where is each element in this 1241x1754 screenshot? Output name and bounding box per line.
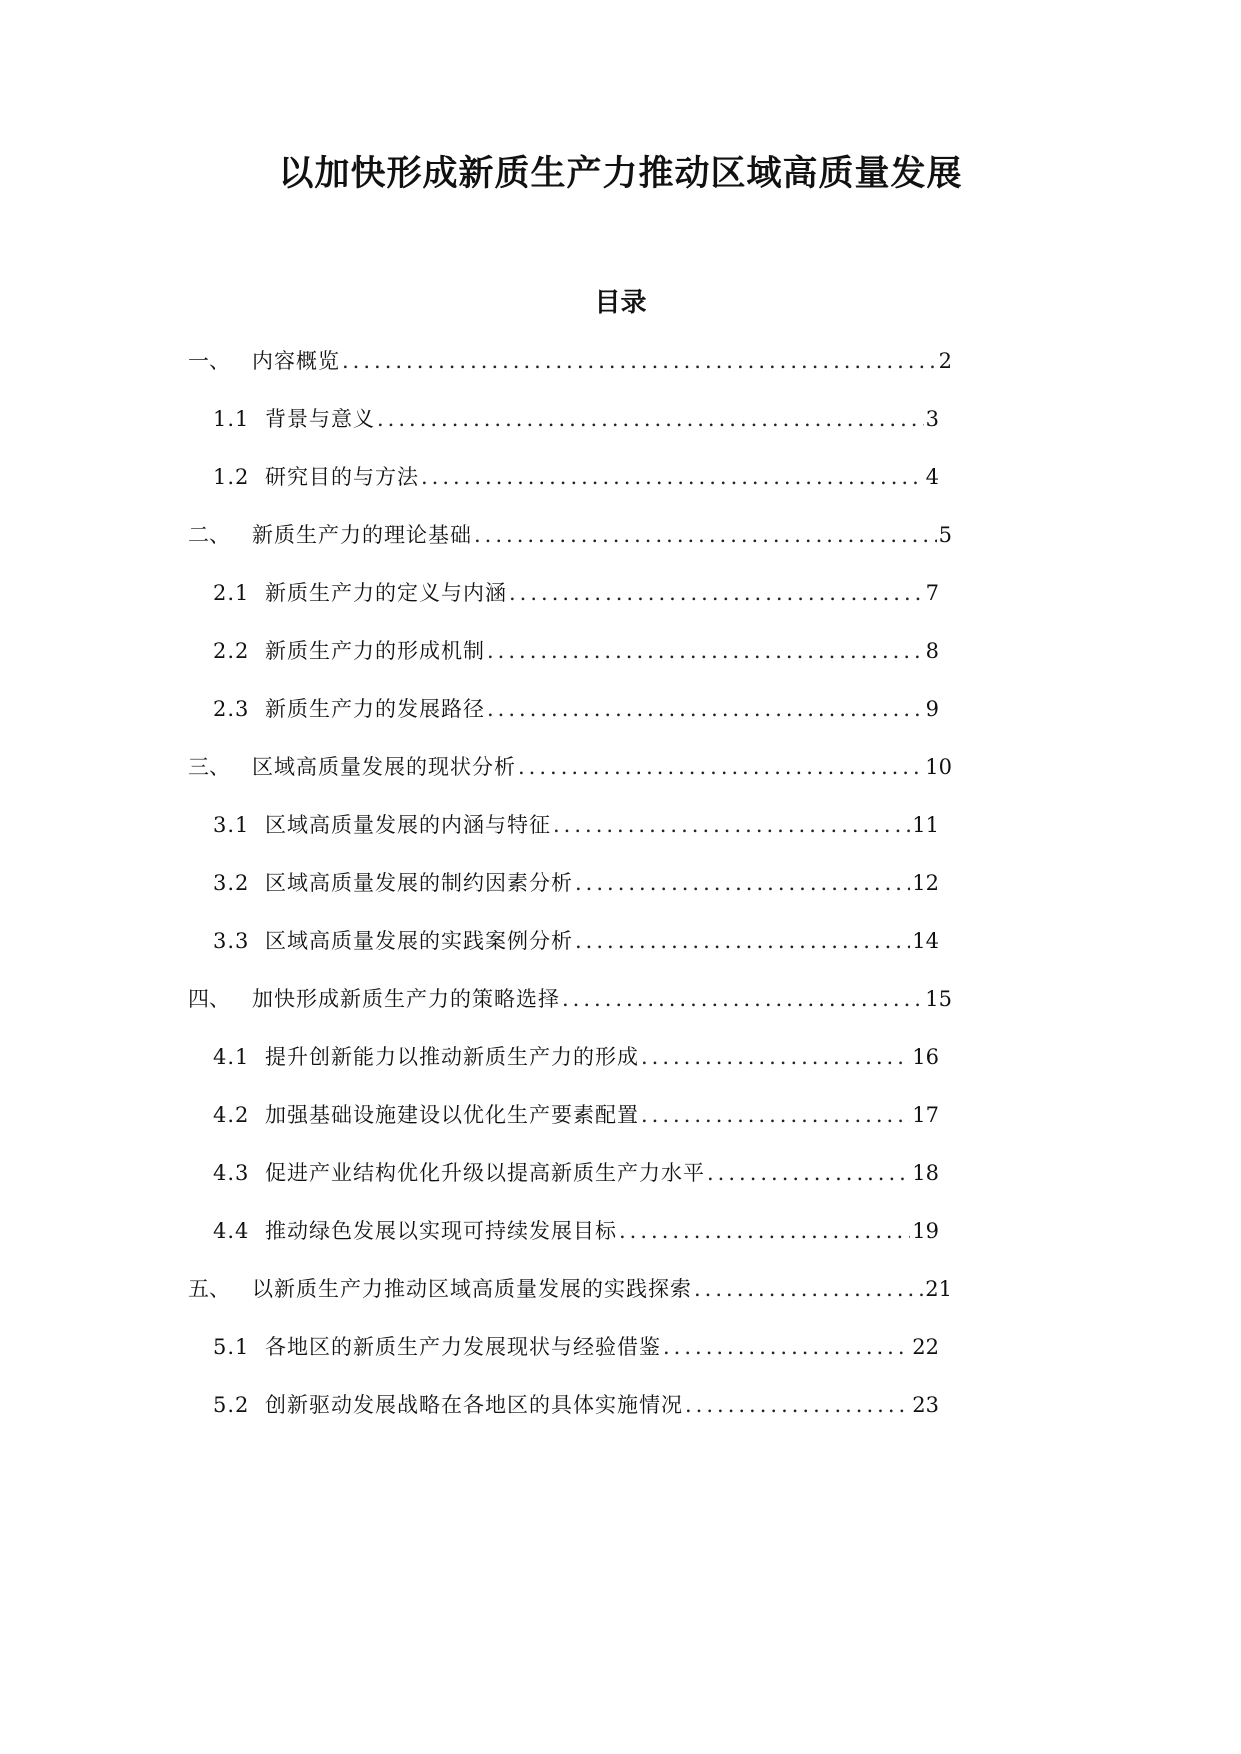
toc-entry-number: 3.1 <box>213 813 250 837</box>
toc-entry-page-number: 2 <box>938 349 952 373</box>
toc-leader-dots <box>377 403 924 435</box>
toc-entry-page-number: 4 <box>925 465 939 489</box>
toc-entry[interactable] <box>213 461 939 493</box>
toc-entry[interactable] <box>188 983 952 1015</box>
toc-entry-label: 创新驱动发展战略在各地区的具体实施情况 <box>265 1393 683 1417</box>
toc-entry-number: 4.2 <box>213 1103 250 1127</box>
toc-entry-number: 1.1 <box>213 407 250 431</box>
toc-entry[interactable] <box>213 867 939 899</box>
toc-entry-label: 提升创新能力以推动新质生产力的形成 <box>265 1045 639 1069</box>
toc-entry[interactable] <box>213 1041 939 1073</box>
toc-entry-label: 促进产业结构优化升级以提高新质生产力水平 <box>265 1161 705 1185</box>
toc-entry-label: 区域高质量发展的制约因素分析 <box>265 871 573 895</box>
toc-entry-number: 一、 <box>188 349 230 373</box>
toc-entry[interactable] <box>188 1273 952 1305</box>
toc-entry-page-number: 19 <box>912 1219 939 1243</box>
toc-entry-number: 三、 <box>188 755 230 779</box>
toc-entry[interactable] <box>213 925 939 957</box>
toc-entry-label: 加快形成新质生产力的策略选择 <box>252 987 560 1011</box>
toc-heading: 目录 <box>594 288 647 318</box>
toc-entry-page-number: 3 <box>925 407 939 431</box>
toc-entry-number: 4.3 <box>213 1161 250 1185</box>
toc-leader-dots <box>575 867 910 899</box>
toc-entry-label: 研究目的与方法 <box>265 465 419 489</box>
toc-entry-number: 4.4 <box>213 1219 250 1243</box>
toc-entry-label: 背景与意义 <box>265 407 375 431</box>
toc-entry-label: 区域高质量发展的内涵与特征 <box>265 813 551 837</box>
toc-entry[interactable] <box>213 1389 939 1421</box>
toc-entry-page-number: 5 <box>938 523 952 547</box>
toc-entry-number: 2.2 <box>213 639 250 663</box>
toc-entry-number: 3.3 <box>213 929 250 953</box>
toc-leader-dots <box>619 1215 910 1247</box>
toc-leader-dots <box>694 1273 923 1305</box>
toc-leader-dots <box>487 693 924 725</box>
toc-leader-dots <box>685 1389 910 1421</box>
toc-entry-page-number: 9 <box>925 697 939 721</box>
toc-entry-label: 新质生产力的定义与内涵 <box>265 581 507 605</box>
toc-entry-number: 4.1 <box>213 1045 250 1069</box>
toc-entry-label: 新质生产力的发展路径 <box>265 697 485 721</box>
toc-entry-label: 加强基础设施建设以优化生产要素配置 <box>265 1103 639 1127</box>
toc-entry[interactable] <box>213 1215 939 1247</box>
toc-entry-label: 区域高质量发展的实践案例分析 <box>265 929 573 953</box>
toc-entry-label: 以新质生产力推动区域高质量发展的实践探索 <box>252 1277 692 1301</box>
toc-entry[interactable] <box>213 403 939 435</box>
toc-leader-dots <box>707 1157 910 1189</box>
toc-leader-dots <box>553 809 910 841</box>
toc-entry-page-number: 23 <box>912 1393 939 1417</box>
toc-entry-number: 3.2 <box>213 871 250 895</box>
toc-leader-dots <box>474 519 937 551</box>
toc-leader-dots <box>663 1331 910 1363</box>
document-title: 以加快形成新质生产力推动区域高质量发展 <box>278 154 963 194</box>
toc-leader-dots <box>641 1099 910 1131</box>
toc-entry[interactable] <box>213 1157 939 1189</box>
toc-entry-page-number: 7 <box>925 581 939 605</box>
toc-leader-dots <box>641 1041 910 1073</box>
toc-entry-page-number: 15 <box>925 987 952 1011</box>
toc-entry-number: 2.1 <box>213 581 250 605</box>
toc-leader-dots <box>509 577 924 609</box>
toc-entry-number: 五、 <box>188 1277 230 1301</box>
toc-leader-dots <box>562 983 923 1015</box>
toc-entry-page-number: 10 <box>925 755 952 779</box>
toc-entry[interactable] <box>213 1331 939 1363</box>
toc-entry-label: 新质生产力的理论基础 <box>252 523 472 547</box>
toc-leader-dots <box>342 345 937 377</box>
toc-entry[interactable] <box>213 635 939 667</box>
toc-entry-page-number: 12 <box>912 871 939 895</box>
toc-entry[interactable] <box>188 345 952 377</box>
toc-entry-number: 二、 <box>188 523 230 547</box>
toc-entry-number: 5.2 <box>213 1393 250 1417</box>
toc-entry-number: 1.2 <box>213 465 250 489</box>
toc-entry-page-number: 8 <box>925 639 939 663</box>
toc-leader-dots <box>421 461 924 493</box>
toc-entry-label: 新质生产力的形成机制 <box>265 639 485 663</box>
toc-entry-page-number: 21 <box>925 1277 952 1301</box>
toc-leader-dots <box>487 635 924 667</box>
toc-entry-page-number: 14 <box>912 929 939 953</box>
toc-leader-dots <box>518 751 923 783</box>
toc-entry[interactable] <box>213 577 939 609</box>
toc-entry-number: 2.3 <box>213 697 250 721</box>
toc-entry-page-number: 16 <box>912 1045 939 1069</box>
toc-entry[interactable] <box>188 519 952 551</box>
toc-entry-number: 四、 <box>188 987 230 1011</box>
toc-entry-label: 推动绿色发展以实现可持续发展目标 <box>265 1219 617 1243</box>
toc-leader-dots <box>575 925 910 957</box>
toc-entry-page-number: 17 <box>912 1103 939 1127</box>
toc-entry[interactable] <box>213 693 939 725</box>
toc-entry-number: 5.1 <box>213 1335 250 1359</box>
toc-entry[interactable] <box>213 809 939 841</box>
toc-entry[interactable] <box>213 1099 939 1131</box>
toc-entry-page-number: 18 <box>912 1161 939 1185</box>
toc-entry-label: 内容概览 <box>252 349 340 373</box>
toc-entry-page-number: 22 <box>912 1335 939 1359</box>
toc-entry-label: 各地区的新质生产力发展现状与经验借鉴 <box>265 1335 661 1359</box>
toc-entry-page-number: 11 <box>912 813 939 837</box>
toc-entry[interactable] <box>188 751 952 783</box>
toc-entry-label: 区域高质量发展的现状分析 <box>252 755 516 779</box>
